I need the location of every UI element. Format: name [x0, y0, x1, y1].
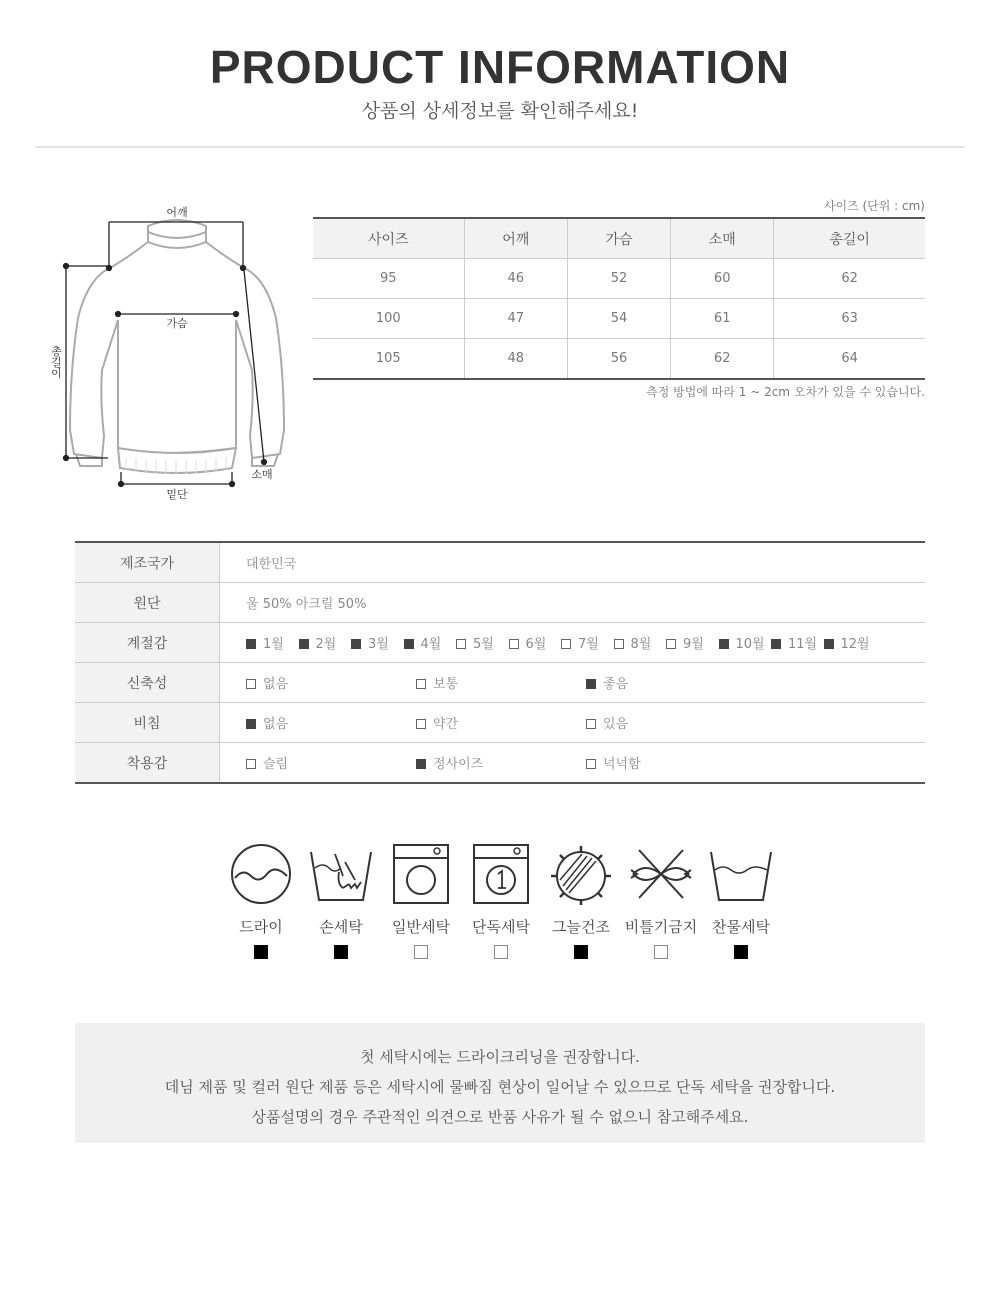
month-option	[666, 633, 719, 652]
month-checkbox	[509, 639, 519, 649]
care-checkbox	[654, 945, 668, 959]
table-row	[313, 259, 925, 299]
month-checkbox	[771, 639, 781, 649]
table-cell: 63	[774, 299, 925, 339]
stretch-option-label: 좋음	[603, 677, 629, 692]
length-label: 총길이	[49, 345, 63, 379]
fit-option	[586, 753, 756, 772]
care-item-hand-wash	[301, 842, 381, 959]
month-option-label: 10월	[735, 637, 765, 652]
stretch-option	[246, 673, 416, 692]
length-header: 총길이	[774, 218, 925, 259]
table-cell: 100	[313, 299, 464, 339]
page-subtitle: 상품의 상세정보를 확인해주세요!	[361, 100, 639, 122]
month-option-label: 6월	[525, 637, 547, 652]
month-option-label: 4월	[420, 637, 442, 652]
care-label: 찬물세탁	[712, 918, 770, 936]
notice-line: 데님 제품 및 컬러 원단 제품 등은 세탁시에 물빠짐 현상이 일어날 수 있으므로 단독 세탁을 권장합니다.	[164, 1078, 836, 1096]
care-item-wash-separately	[461, 842, 541, 959]
month-checkbox	[246, 639, 256, 649]
sheer-option	[246, 713, 416, 732]
sheer-checkbox	[586, 719, 596, 729]
fit-options	[220, 743, 926, 784]
month-checkbox	[824, 639, 834, 649]
machine-wash-icon	[389, 842, 453, 906]
sheer-label: 비침	[75, 703, 220, 743]
month-option-label: 2월	[315, 637, 337, 652]
month-checkbox	[719, 639, 729, 649]
fit-option-label: 슬림	[263, 757, 289, 772]
month-option-label: 1월	[263, 637, 284, 652]
size-table-header	[313, 218, 925, 259]
care-label: 일반세탁	[392, 918, 450, 936]
sleeve-header: 소매	[671, 218, 774, 259]
size-header: 사이즈	[313, 218, 464, 259]
size-table	[313, 217, 925, 380]
month-option	[299, 633, 352, 652]
table-row	[313, 339, 925, 380]
sheer-option	[416, 713, 586, 732]
care-checkbox	[254, 945, 268, 959]
table-cell: 95	[313, 259, 464, 299]
notice-line: 상품설명의 경우 주관적인 의견으로 반품 사유가 될 수 없으니 참고해주세요.	[251, 1108, 749, 1126]
care-item-do-not-wring	[621, 842, 701, 959]
product-info-table	[75, 541, 925, 784]
info-row-sheer	[75, 703, 925, 743]
sweater-measurement-diagram	[40, 200, 300, 510]
care-label: 단독세탁	[472, 918, 530, 936]
sheer-checkbox	[246, 719, 256, 729]
table-cell: 46	[464, 259, 567, 299]
page-title: PRODUCT INFORMATION	[209, 41, 791, 93]
header-divider	[35, 146, 965, 148]
care-item-shade-dry	[541, 842, 621, 959]
hand-wash-icon	[309, 842, 373, 906]
month-option-label: 7월	[578, 637, 599, 652]
month-option	[456, 633, 509, 652]
chest-header: 가슴	[567, 218, 670, 259]
dry-clean-icon	[229, 842, 293, 906]
table-cell: 52	[567, 259, 670, 299]
hem-label: 밑단	[166, 488, 188, 501]
fit-option-label: 넉넉함	[603, 757, 641, 772]
fit-option	[246, 753, 416, 772]
fit-label: 착용감	[75, 743, 220, 784]
fit-option-label: 정사이즈	[433, 757, 484, 772]
month-option	[771, 633, 824, 652]
month-option-label: 11월	[788, 637, 818, 652]
info-row-country	[75, 542, 925, 583]
month-option-label: 9월	[683, 637, 704, 652]
wash-separately-icon	[469, 842, 533, 906]
stretch-option-label: 없음	[263, 677, 289, 692]
notice-box	[75, 1023, 925, 1143]
info-row-stretch	[75, 663, 925, 703]
country-label: 제조국가	[75, 542, 220, 583]
care-item-cold-wash	[701, 842, 781, 959]
table-cell: 105	[375, 351, 401, 366]
month-checkbox	[561, 639, 571, 649]
month-option	[561, 633, 614, 652]
info-row-fabric	[75, 583, 925, 623]
stretch-options	[220, 663, 926, 703]
fit-checkbox	[416, 759, 426, 769]
month-checkbox	[614, 639, 624, 649]
table-cell: 54	[567, 299, 670, 339]
month-option	[351, 633, 404, 652]
table-row	[313, 299, 925, 339]
chest-label: 가슴	[166, 317, 188, 330]
month-option	[614, 633, 667, 652]
measurement-note: 측정 방법에 따라 1 ~ 2cm 오차가 있을 수 있습니다.	[646, 385, 925, 399]
fabric-value: 울 50% 아크릴 50%	[220, 583, 926, 623]
fit-option	[416, 753, 586, 772]
table-cell: 60	[671, 259, 774, 299]
country-value: 대한민국	[220, 542, 926, 583]
notice-line: 첫 세탁시에는 드라이크리닝을 권장합니다.	[360, 1048, 640, 1066]
month-checkbox	[351, 639, 361, 649]
stretch-checkbox	[586, 679, 596, 689]
care-label: 그늘건조	[552, 918, 610, 936]
sheer-option	[586, 713, 756, 732]
season-label: 계절감	[75, 623, 220, 663]
care-label: 비틀기금지	[624, 918, 698, 936]
shade-dry-icon	[549, 842, 613, 906]
care-checkbox	[334, 945, 348, 959]
month-option-label: 8월	[630, 637, 652, 652]
shoulder-header: 어깨	[464, 218, 567, 259]
sleeve-label: 소매	[251, 468, 273, 481]
cold-wash-icon	[709, 842, 773, 906]
info-row-season	[75, 623, 925, 663]
month-checkbox	[299, 639, 309, 649]
care-label: 손세탁	[319, 918, 363, 936]
table-cell: 47	[464, 299, 567, 339]
stretch-option	[416, 673, 586, 692]
care-checkbox	[414, 945, 428, 959]
size-unit: 사이즈 (단위 : cm)	[823, 199, 925, 213]
table-cell: 62	[671, 339, 774, 380]
care-item-machine-wash	[381, 842, 461, 959]
month-option-label: 5월	[473, 637, 494, 652]
table-cell: 64	[774, 339, 925, 380]
stretch-option	[586, 673, 756, 692]
fabric-label: 원단	[75, 583, 220, 623]
care-label: 드라이	[239, 918, 283, 936]
month-option	[509, 633, 562, 652]
fit-checkbox	[246, 759, 256, 769]
table-cell: 48	[464, 339, 567, 380]
stretch-checkbox	[246, 679, 256, 689]
table-cell: 61	[671, 299, 774, 339]
sheer-option-label: 있음	[603, 717, 629, 732]
month-option-label: 12월	[840, 637, 870, 652]
month-checkbox	[456, 639, 466, 649]
do-not-wring-icon	[629, 842, 693, 906]
care-checkbox	[574, 945, 588, 959]
season-options	[220, 623, 926, 663]
table-cell: 56	[567, 339, 670, 380]
stretch-label: 신축성	[75, 663, 220, 703]
sheer-option-label: 없음	[263, 717, 289, 732]
info-row-fit	[75, 743, 925, 784]
month-checkbox	[404, 639, 414, 649]
stretch-checkbox	[416, 679, 426, 689]
care-item-dry	[221, 842, 301, 959]
stretch-option-label: 보통	[433, 677, 459, 692]
month-option	[719, 633, 772, 652]
sheer-option-label: 약간	[433, 717, 459, 732]
month-checkbox	[666, 639, 676, 649]
month-option	[824, 633, 877, 652]
sheer-options	[220, 703, 926, 743]
care-checkbox	[494, 945, 508, 959]
month-option	[404, 633, 457, 652]
table-cell: 62	[774, 259, 925, 299]
month-option	[246, 633, 299, 652]
shoulder-label: 어깨	[166, 206, 188, 219]
fit-checkbox	[586, 759, 596, 769]
month-option-label: 3월	[368, 637, 389, 652]
sheer-checkbox	[416, 719, 426, 729]
care-checkbox	[734, 945, 748, 959]
